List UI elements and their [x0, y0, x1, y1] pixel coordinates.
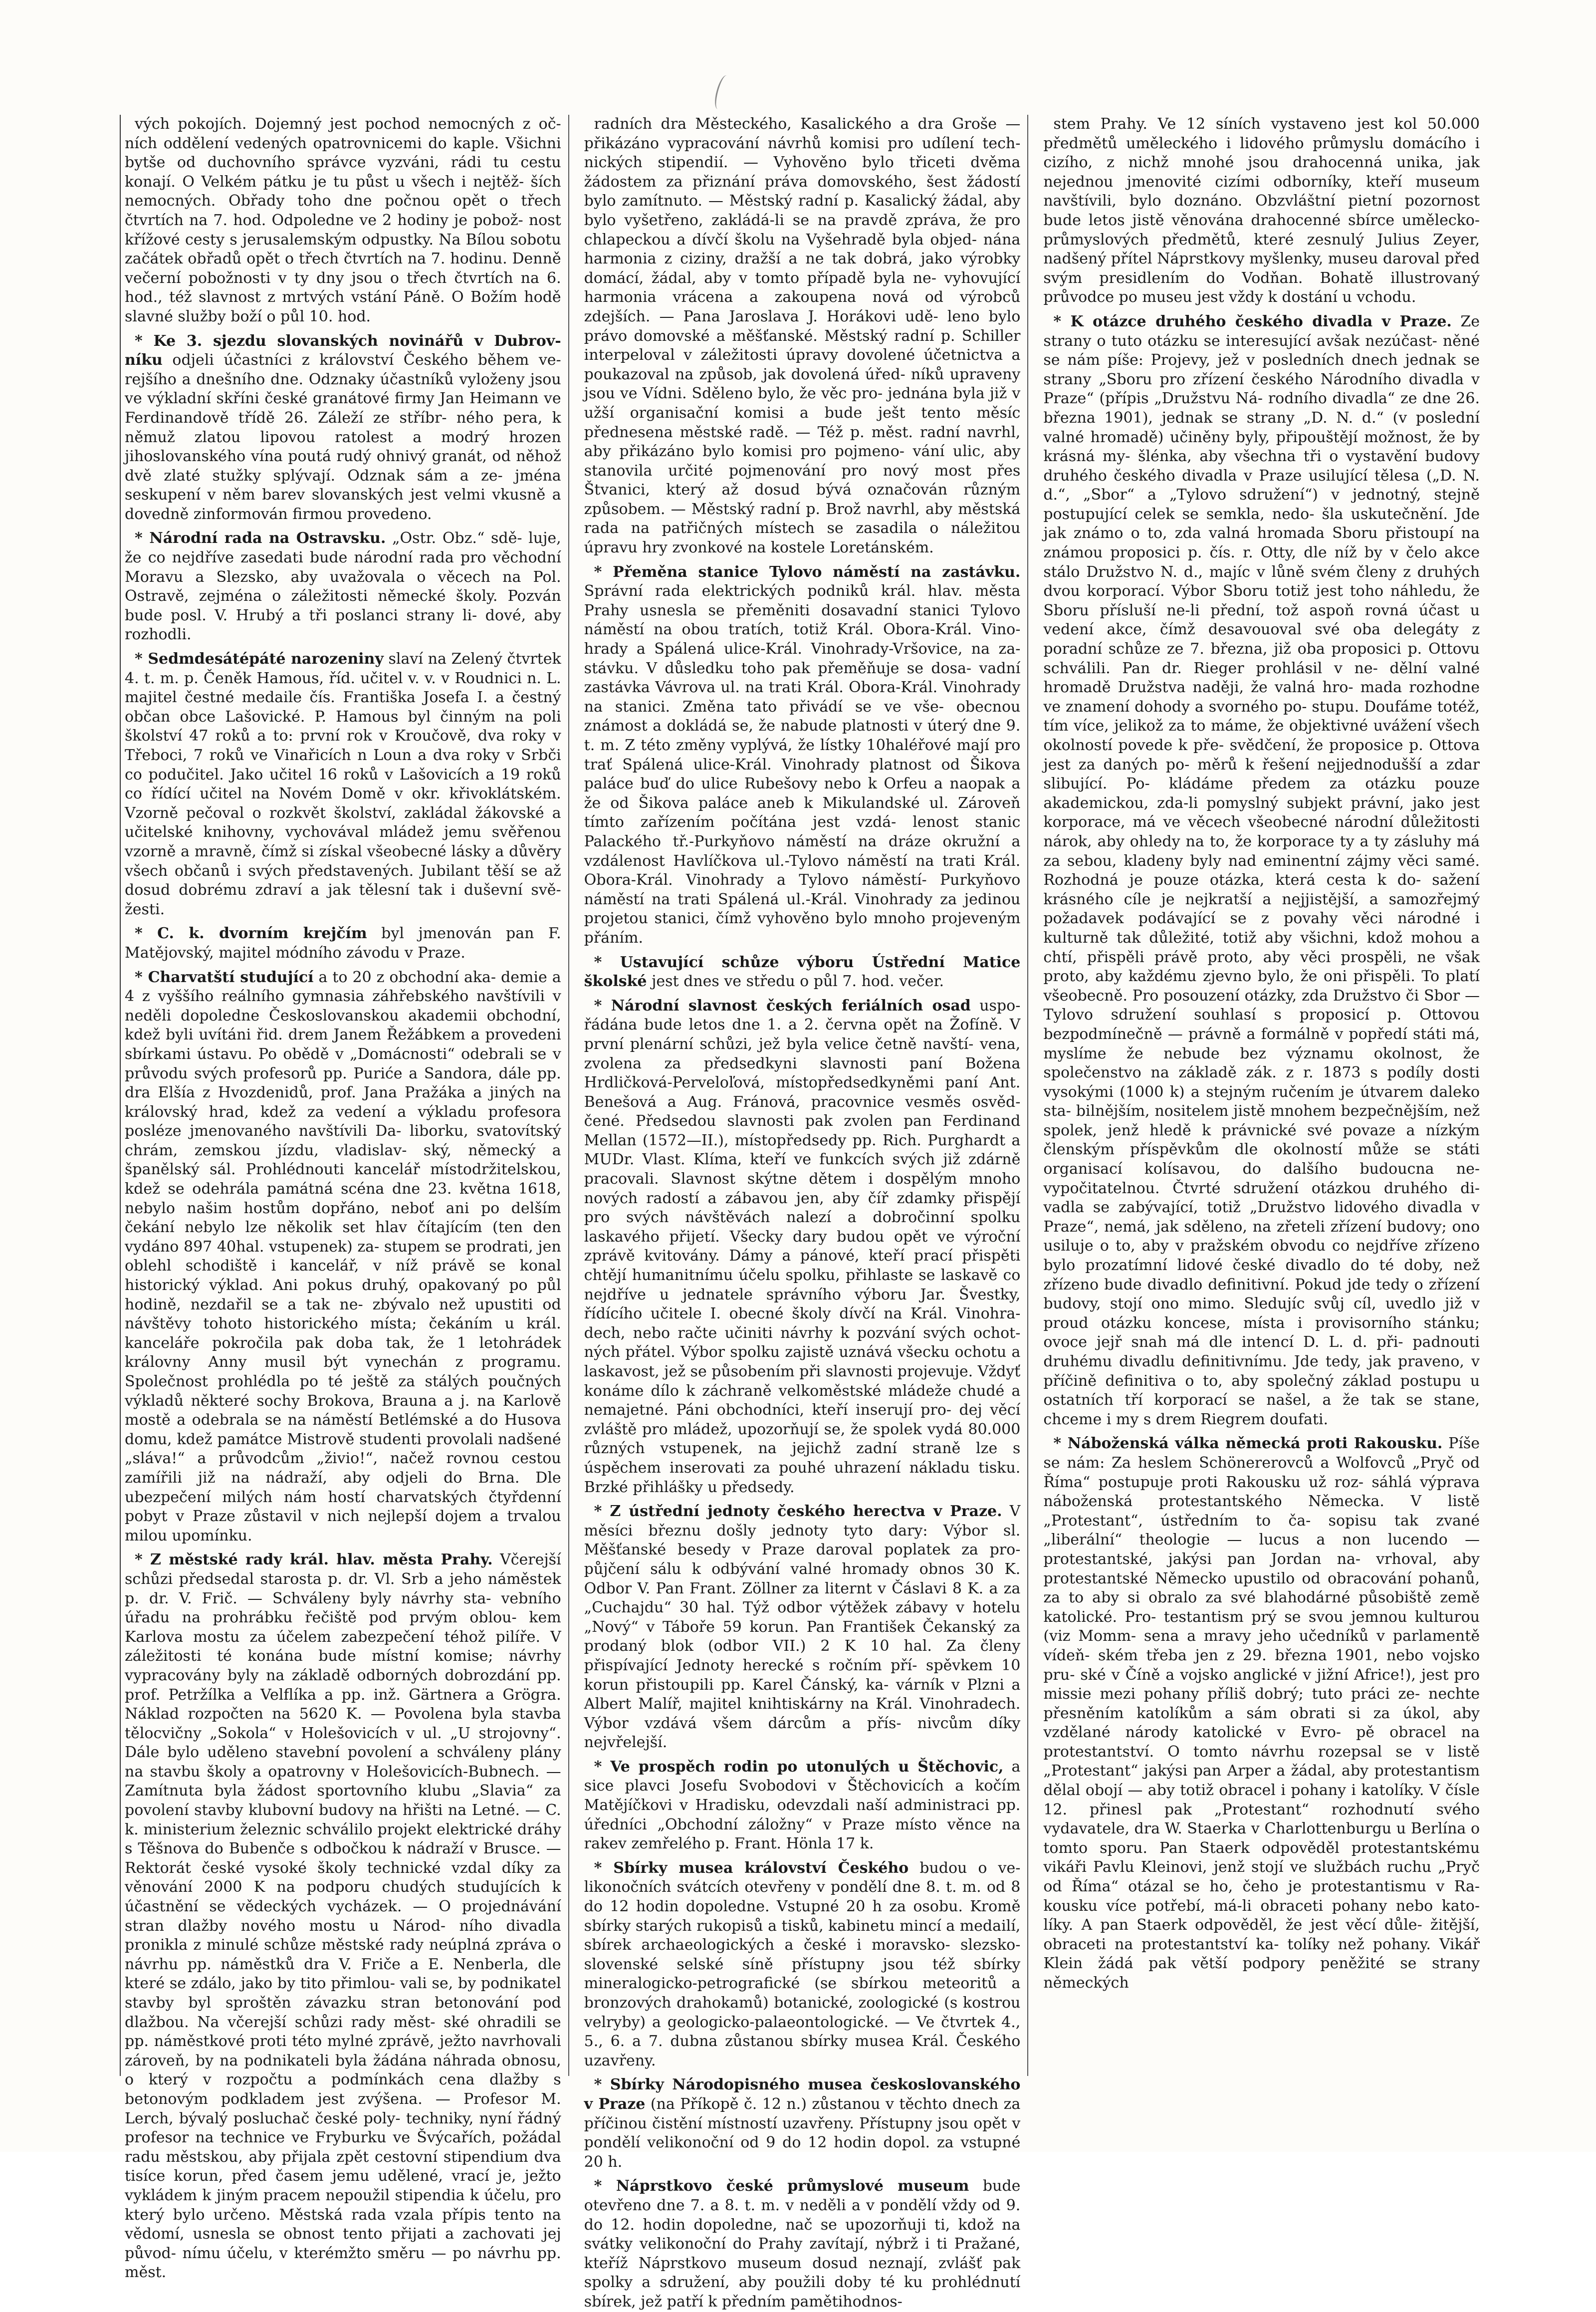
- article-paragraph: [125, 115, 561, 327]
- article-paragraph: [125, 924, 561, 963]
- article-headline: * Sbírky musea království Českého: [594, 1859, 909, 1877]
- article-headline: * Sbírky Národopisného musea českoslovanského v Praze: [584, 2076, 1021, 2113]
- article-paragraph: [584, 953, 1021, 992]
- article-paragraph: [584, 1859, 1021, 2071]
- column-3: [1043, 115, 1487, 2076]
- article-body-text: odjeli účastníci z království Českého během ve- rejšího a dnešního dne. Odznaky účastníků vyloženy jsou ve výkladní skříni české granátové firmy Jan Heimann ve Ferdinandově třídě 26. Záleží ze stříbr- ného pera, k němuž zlatou lipovou ratolest a modrý hrozen jihoslovanského vína poutá rudý ohnivý granát, od něhož dvě zlaté stužky splývají. Odznak sám a ze- jména seskupení v něm barev slovanských jest velmi vkusně a dovedně zinformován firmou provedeno.: [125, 351, 561, 523]
- article-body-text: Píše se nám: Za heslem Schönererovců a Wolfovců „Pryč od Říma“ postupuje proti Rakousku už roz- sáhlá výprava náboženská protestantského Německa. V listě „Protestant“, ústředním to ča- sopisu tak zvané „liberální“ theologie — lucus a non lucendo — protestantské, jakýsi pan Jordan na- vrhoval, aby protestantské Německo upustilo od obracování pohanů, za to aby si obralo za své blahodárné působiště země katolické. Pro- testantism prý se svou jemnou kulturou (viz Momm- sena a mravy jeho učedníků v parlamentě vídeň- ském třeba jen z 29. března 1901, nebo vojsko pru- ské v Číně a vojsko anglické v jižní Africe!), jest pro missie mezi pohany příliš dobrý; tuto práci ze- nechte přesněním katolíkům a sám obrati si za úkol, aby vzdělané národy katolické v Evro- pě obracel na protestantství. O tomto návrhu rozepsal se v listě „Protestant“ jakýsi pan Arper a žádal, aby protestantism dělal obojí — aby totiž obracel i pohany i katolíky. V čísle 12. přinesl pak „Protestant“ rozhodnutí svého vydavatele, dra W. Staerka v Charlottenburgu u Berlína o tomto sporu. Pan Staerk odpověděl protestantskému vikáři Pavlu Kleinovi, jenž stojí ve službách ruchu „Pryč od Říma“ otázal se ho, čeho je protestantismu v Ra- kousku více potřebí, má-li obraceti pohany nebo kato- líky. A pan Staerk odpověděl, že jest věcí důle- žitější, obraceti na protestantství ka- tolíky než pohany. Vikář Klein žádá pak větší podpory peněžité se strany německých: [1043, 1435, 1480, 1992]
- article-paragraph: [125, 650, 561, 919]
- article-paragraph: [584, 997, 1021, 1497]
- article-headline: * Národní slavnost českých feriálních osad: [594, 997, 971, 1015]
- article-headline: * Národní rada na Ostravsku.: [135, 529, 386, 547]
- article-headline: * Ustavující schůze výboru Ústřední Matice školské: [584, 953, 1021, 991]
- article-body-text: byl jmenován pan F. Matějovský, majitel módního závodu v Praze.: [125, 925, 561, 962]
- article-headline: * K otázce druhého českého divadla v Praze.: [1053, 312, 1452, 330]
- article-body-text: a sice plavci Josefu Svobodovi v Štěchovicích a kočím Matějíčkovi v Hradisku, odevzdali naší administraci pp. úředníci „Obchodní záložny“ v Praze místo věnce na rakev zemřelého p. Frant. Hönla 17 k.: [584, 1758, 1021, 1853]
- article-paragraph: [584, 1758, 1021, 1854]
- article-headline: * Z ústřední jednoty českého herectva v Praze.: [594, 1503, 1002, 1521]
- article-body-text: Správní rada elektrických podniků král. hlav. města Prahy usnesla se přeměniti dosavadní stanici Tylovo náměstí na obou tratích, totiž Král. Obora-Král. Vino- hrady a Spálená ulice-Král. Vinohrady-Vršovice, na za- stávku. V důsledku toho pak přeměňuje se dosa- vadní zastávka Vávrova ul. na trati Král. Obora-Král. Vinohrady na stanici. Změna tato přivádí se ve vše- obecnou známost a dokládá se, že nabude platnosti v úterý dne 9. t. m. Z této změny vyplývá, že lístky 10haléřové mají pro trať Spálená ulice-Král. Vinohrady platnost od Šikova paláce buď do ulice Rubešovy nebo k Orfeu a naopak a že od Šikova paláce aneb k Mikulandské ul. Zároveň tímto zařízením počítána jest vzdá- lenost stanic Palackého tř.-Purkyňovo náměstí na dráze okružní a vzdálenost Havlíčkova ul.-Tylovo náměstí na trati Král. Obora-Král. Vinohrady a Tylovo náměstí- Purkyňovo náměstí na trati Spálená ul.-Král. Vinohrady za jedinou projetou stanici, čímž vyhověno bylo mnoho projeveným přáním.: [584, 582, 1021, 947]
- article-body-text: vých pokojích. Dojemný jest pochod nemocných z oč- ních oddělení vedených opatrovnicemi do kaple. Všichni bytše od duchovního správce vyzváni, rádi tu cestu konají. O Velkém pátku je tu půst u všech i nejtěž- ších nemocných. Obřady toho dne počnou opět o třech čtvrtích na 7. hod. Odpoledne ve 2 hodiny je pobož- nost křížové cesty s jerusalemským odpustky. Na Bílou sobotu začátek obřadů opět o třech čtvrtích na 7. hodinu. Denně večerní pobožnosti v ty dny jsou o třech čtvrtích na 6. hod., též slavnost z mrtvých vstání Páně. O Božím hodě slavné služby boží o půl 10. hod.: [125, 115, 561, 325]
- article-paragraph: [1043, 115, 1480, 307]
- article-headline: * Z městské rady král. hlav. města Prahy.: [135, 1551, 493, 1569]
- article-paragraph: [125, 1550, 561, 2283]
- article-body-text: slaví na Zelený čtvrtek 4. t. m. p. Čeněk Hamous, říd. učitel v. v. v Roudnici n. L. majitel čestné medaile čís. Františka Josefa I. a čestný občan obce Lašovické. P. Hamous byl činným na poli školství 47 roků a to: první rok v Kroučově, dva roky v Třeboci, 7 roků ve Vinařicích n Loun a dva roky v Srbči co podučitel. Jako učitel 16 roků v Lašovicích a 19 roků co řídící učitel na Novém Domě v okr. křivoklátském. Vzorně pečoval o rozkvět školství, zakládal žákovské a učitelské knihovny, vychovával mládež jemu svěřenou vzorně a mravně, čímž si získal všeobecné lásky a důvěry všech občanů i svých představených. Jubilant těší se až dosud dobrému zdraví a jak tělesní tak i duševní svě- žesti.: [125, 650, 561, 918]
- article-headline: * Sedmdesátépáté narozeniny: [135, 650, 384, 668]
- article-body-text: a to 20 z obchodní aka- demie a 4 z vyššího reálního gymnasia záhřebského navštívili v neděli dopoledne Českoslovanskou akademii obchodní, kdež byli uvítáni řid. drem Janem Řežábkem a provedeni sbírkami ústavu. Po obědě v „Domácnosti“ odebrali se v průvodu svých profesorů pp. Puriće a Sandora, dále pp. dra Elšía z Hvozdenidů, prof. Jana Pražáka a jiných na královský hrad, kdež za vedení a výkladu profesora posléze jmenovaného navštívili Da- liborku, svatovítský chrám, zemskou jízdu, vladislav- ský, německý a španělský sál. Prohlédnouti kancelář místodržitelskou, kdež se odehrála památná scéna dne 23. května 1618, nebylo našim hostům dopřáno, neboť ani po delším čekání nebylo lze několik set hlav čítajícím (ten den vydáno 897 40hal. vstupenek) za- stupem se prodrati, jen oblehl schodiště i kancelář, v níž právě se konal historický výklad. Ani pokus druhý, opakovaný po půl hodině, nezdařil se a tak ne- zbývalo než upustiti od návštěvy tohoto historického místa; čekáním u král. kanceláře pokročila pak doba tak, že 1 letohrádek královny Anny musil být vynechán z programu. Společnost prohlédla po té ještě za stálých poučných výkladů některé sochy Brokova, Brauna a j. na Karlově mostě a odebrala se na náměstí Betlémské a do Husova domu, kdež památce Mistrově studenti provolali nadšené „sláva!“ a průvodcům „živio!“, načež rovnou cestou zamířili již na nádraží, aby odjeli do Brna. Dle ubezpečení milých nám hostí charvatských čtyřdenní pobyt v Praze zůstavil v nich nejlepší dojem a trvalou milou upomínku.: [125, 968, 561, 1544]
- article-paragraph: [1043, 1434, 1480, 1993]
- article-body-text: (na Příkopě č. 12 n.) zůstanou v těchto dnech za příčinou čistění místností uzavřeny. Přístupny jsou opět v pondělí velikonoční od 9 do 12 hodin dopol. za vstupné 20 h.: [584, 2095, 1021, 2171]
- article-body-text: radních dra Městeckého, Kasalického a dra Groše — přikázáno vypracování návrhů komisi pro udílení tech- nických stipendií. — Vyhověno bylo třiceti dvěma žádostem za přiznání práva domovského, šest žádostí bylo zamítnuto. — Městský radní p. Kasalický žádal, aby bylo vyšetřeno, zakládá-li se na pravdě zpráva, že pro chlapeckou a dívčí školu na Vyšehradě byla objed- nána harmonia z ciziny, dražší a ne tak dobrá, jako výrobky domácí, žádal, aby v tomto případě byla ne- vyhovující harmonia vrácena a zakoupena nová od výrobců zdejších. — Pana Jaroslava J. Horákovi udě- leno bylo právo domovské a měšťanské. Městský radní p. Schiller interpeloval v záležitosti úpravy dovolené účetnictva a poukazoval na způsob, jak dovolená úřed- níků upraveny jsou ve Vídni. Sděleno bylo, že věc pro- jednána byla již v užší organisační komisi a bude ješt tento měsíc přednesena městské radě. — Též p. měst. radní navrhl, aby přikázáno bylo komisi pro pojmeno- vání ulic, aby stanovila určité pojmenování pro nový most přes Štvanici, který až dosud bývá označován různým způsobem. — Městský radní p. Brož navrhl, aby městská rada na patřičných místech se zasadila o náležitou úpravu hry zvonkové na kostele Loretánském.: [584, 115, 1021, 557]
- article-headline: * Náboženská válka německá proti Rakousku.: [1053, 1435, 1443, 1453]
- article-body-text: Včerejší schůzi předsedal starosta p. dr. Vl. Srb a jeho náměstek p. dr. V. Frič. — Schváleny byly návrhy sta- vebního úřadu na prohrábku řečiště pod prvým oblou- kem Karlova mostu za účelem zabezpečení téhož pilíře. V záležitosti té konána bude místní komise; návrhy vypracovány byly na základě odborných dobrozdání pp. prof. Petržílka a Velflíka a pp. inž. Gärtnera a Grögra. Náklad rozpočten na 5620 K. — Povolena byla stavba tělocvičny „Sokola“ v Holešovicích v ul. „U strojovny“. Dále bylo uděleno stavební povolení a schváleny plány na stavbu školy a opatrovny v Holešovicích-Bubnech. — Zamítnuta byla žádost sportovního klubu „Slavia“ za povolení stavby klubovní budovy na hřišti na Letné. — C. k. ministerium železnic schválilo projekt elektrické dráhy s Těšnova do Bubenče s odbočkou k nádraží v Bruscе. — Rektorát české vysoké školy technické vzdal díky za věnování 2000 K na podporu chudých studujících k účastnění se vědeckých vycházek. — O projednávání stran dlažby nového mostu u Národ- ního divadla pronikla z minulé schůze městské rady neúplná zpráva o návrhu pp. náměstků dra V. Friče a E. Nenberla, dle které se zdálo, jako by tito přimlou- vali se, by podnikatel stavby byl sproštěn závazku stran betonování pod dlažbou. Na včerejší schůzi rady měst- ské ohradili se pp. náměstkové proti této mylné zprávě, ježto navrhovali zároveň, by na podnikateli byla žádána náhrada obnosu, o který v rozpočtu a podmínkách cena dlažby s betonovým podkladem jest zvýšena. — Profesor M. Lerch, bývalý posluchač české poly- techniky, nyní řádný profesor na technice ve Fryburku ve Švýcařích, požádal radu městskou, aby přijala zpět cestovní stipendium dva tisíce korun, před časem jemu udělené, vrací je, ježto vykládem k jiným pracem nepoužil stipendia k účelu, pro který bylo určeno. Městská rada vzala přípis tento na vědomí, usnesla se obnost tento přijati a zachovati jej původ- nímu účelu, v kterémžto směru — po návrhu pp. měst.: [125, 1551, 561, 2282]
- article-body-text: Ze strany o tuto otázku se interesující avšak nezúčast- něné se nám píše: Projevy, jež v posledních dnech jednak se strany „Sboru pro zřízení českého Národního divadla v Praze“ (přípis „Družstvu Ná- rodního divadla“ ze dne 26. března 1901), jednak se strany „D. N. d.“ (v poslední valné hromadě) učiněny byly, připouštějí možnost, že by krásná my- šlénka, aby všechna tři o vystavění budovy druhého českého divadla v Praze usilující tělesa („D. N. d.“, „Sbor“ a „Tylovo sdružení“) v jednotný, stejně postupující celek se semkla, nedo- šla uskutečnění. Jde jak známo o to, zda valná hromada Sboru přistoupí na známou proposici p. čís. r. Otty, dle níž by v čelo akce stálo Družstvo N. d., majíc v lůně svém členy z druhých dvou korporací. Výbor Sboru totiž jest toho náhledu, že Sboru přísluší ne-li přední, tož aspoň rovná účast u vedení akce, čímž desavouoval své oba delegáty z poradní schůze ze 7. března, již oba proposici p. Ottovu schválili. Pan dr. Rieger prohlásil v ne- dělní valné hromadě Družstva naději, že valná hro- mada rozhodne ve znamení dohody a svorného po- stupu. Doufáme totéž, tím více, jelikož za to máme, že objektivné uvážení všech okolností povede k pře- svědčení, že proposice p. Ottova jest za daných po- měrů k řešení nejjednodušší a zdar slibující. Po- kládáme předem za otázku pouze akademickou, zda-li pomyslný subjekt právní, jako jest korporace, má ve věcech všeobecné národní důležitosti nárok, aby ohledy na to, že korporace ty a ty zásluhy má za sebou, kladeny byly nad eminentní zájmy věci samé. Rozhodná je pouze otázka, která cesta k do- sažení krásného cíle je nejkratší a nejjistější, a samozřejmý požadavek podávající se z povahy věci národné i kulturně tak důležité, totiž aby všichni, kdož mohou a chtí, přispěli právě proto, aby věci prospěli, ne však proto, aby každému zjevno bylo, že oni přispěli. To platí všeobecně. Pro posouzení otázky, zda Družstvo či Sbor — Tylovo sdružení souhlasí s proposicí p. Ottovou bezpodmínečně — právně a formálně v popředí státi má, myslíme že nebude bez významu okolnost, že společenstvo na základě zák. z r. 1873 s podíly dosti vysokými (1000 k) a stejným ručením je útvarem daleko sta- bilnějším, nositelem jistě mnohem bezpečnějším, než spolek, jenž hledě k právnické své povaze a nízkým členským příspěvkům dle okolností může se státi organisací kolísavou, do dalšího budoucna ne- vypočitatelnou. Čtvrté sdružení otázkou druhého di- vadla se zabývající, totiž „Družstvo lidového divadla v Praze“, nemá, jak sděleno, na zřeteli zřízení budovy; ono usiluje o to, aby v pražském obvodu co nejdříve zřízeno bylo prozatímní lidové české divadlo do té doby, než zřízeno bude divadlo definitivní. Pokud jde tedy o zřízení budovy, stojí ono mimo. Sledujíc svůj cíl, uvedlo již v proud otázku koncese, místa i provisorního stánku; ovoce jejř snah má dle intencí D. L. d. při- padnouti druhému divadlu definitivnímu. Jde tedy, jak praveno, v příčině definitiva o to, aby společný základ postupu u ostatních tří korporací se našel, a že tak se stane, chceme i my s drem Riegrem doufati.: [1043, 312, 1480, 1428]
- article-headline: * Přeměna stanice Tylovo náměstí na zastávku.: [594, 563, 1021, 581]
- article-paragraph: [584, 115, 1021, 558]
- newspaper-columns: [125, 115, 1487, 2311]
- article-paragraph: [584, 2177, 1021, 2312]
- article-body-text: bude otevřeno dne 7. a 8. t. m. v neděli a v pondělí vždy od 9. do 12. hodin dopoledne, nač se upozorňuji ti, kdož na svátky velikonoční do Prahy zavítají, nýbrž i ti Pražané, kteříž Náprstkovo museum dosud neznají, zvlášť pak spolky a sdružení, aby použili doby té ku prohlédnutí sbírek, jež patří k předním pamětihodnos-: [584, 2177, 1021, 2311]
- article-headline: * Ke 3. sjezdu slovanských novinářů v Dubrov- níku: [125, 332, 561, 369]
- article-headline: * Náprstkovo české průmyslové museum: [594, 2177, 969, 2195]
- left-margin-rule: [120, 115, 121, 2076]
- article-body-text: V měsíci březnu došly jednoty tyto dary: Výbor sl. Měšťanské besedy v Praze daroval poplatek za pro- půjčení sálu k odbývání valné hromady obnos 30 K. Odbor V. Pan Frant. Zöllner za liternt v Čáslavi 8 K. a za „Cuchajdu“ 30 hal. Týž odbor výtěžek zábavy v hotelu „Nový“ v Táboře 59 korun. Pan František Čekanský za prodaný blok (odbor VII.) 2 K 10 hal. Za členy přispívající Jednoty herecké s ročním pří- spěvkem 10 korun přistoupili pp. Karel Čánský, ka- várník v Plzni a Albert Malíř, majitel knihtiskárny na Král. Vinohradech. Výbor vzdává všem dárcům a přís- nivcům díky nejvřelejší.: [584, 1503, 1021, 1752]
- article-paragraph: [1043, 312, 1480, 1429]
- article-body-text: stem Prahy. Ve 12 síních vystaveno jest kol 50.000 předmětů uměleckého i lidového průmyslu domácího i cizího, z nichž mnohé jsou drahocenná unika, jak nejednou jmenovité cizími odborníky, kteří museum navštívili, bylo doznáno. Obzvláštní pietní pozornost bude letos jistě věnována drahocenné sbírce umělecko- průmyslových předmětů, které zesnulý Julius Zeyer, nadšený přítel Náprstkovy myšlenky, museu daroval před svým presidlením do Vodňan. Bohatě illustrovaný průvodce po museu jest vždy k dostání u vchodu.: [1043, 115, 1480, 306]
- article-body-text: budou o ve- likonočních svátcích otevřeny v pondělí dne 8. t. m. od 8 do 12 hodin dopoledne. Vstupné 20 h za osobu. Kromě sbírky starých rukopisů a tisků, kabinetu mincí a medailí, sbírek archaeologických a české i moravsko- slezsko-slovenské selské síně přístupny jsou též sbírky mineralogicko-petrografické (se sbírkou meteoritů a bronzových drahokamů) botanické, zoologické (s kostrou velryby) a geologicko-palaeontologické. — Ve čtvrtek 4., 5., 6. a 7. dubna zůstanou sbírky musea Král. Českého uzavřeny.: [584, 1859, 1021, 2069]
- article-paragraph: [125, 529, 561, 645]
- article-body-text: „Ostr. Obz.“ sdě- luje, že co nejdříve zasedati bude národní rada pro věchodní Moravu a Slezsko, aby uvažovala o věcech na Pol. Ostravě, zejména o záležitosti německé školy. Pozván bude posl. V. Hrubý a tři poslanci strany li- dové, aby rozhodli.: [125, 529, 561, 644]
- article-headline: * Charvatští studující: [135, 968, 314, 986]
- article-headline: * Ve prospěch rodin po utonulých u Štěchovic,: [594, 1758, 1004, 1776]
- column-1: [125, 115, 569, 2282]
- article-paragraph: [584, 563, 1021, 948]
- article-paragraph: [125, 332, 561, 524]
- scan-artifact-mark: [712, 74, 732, 111]
- article-body-text: uspo- řádána bude letos dne 1. a 2. června opět na Žofíně. V první plenární schůzi, jež byla velice četně navští- vena, zvolena za předsedkyni slavnosti paní Božena Hrdličková-Perveloľová, místopředsedkyněmi paní Ant. Benešová a Aug. Fránová, pracovnice vesměs osvěd- čené. Předsedou slavnosti pak zvolen pan Ferdinand Mellan (1572—II.), místopředsedy pp. Rich. Purghardt a MUDr. Vlast. Klíma, kteří ve funkcích svých již zdárně pracovali. Slavnost skýtne dětem i dospělým mnoho nových radostí a zábavou jen, aby číř zdamky přispějí pro svých návštěvách nalezí a dobročinní spolku laskavého přijetí. Všecky dary budou opět ve výroční zprávě kvitovány. Dámy a pánové, kteří prací přispěti chtějí humanitnímu účelu spolku, přihlaste se laskavě co nejdříve u jednatele správního výboru Jar. Švestky, řídícího učitele I. obecné školy dívčí na Král. Vinohra- dech, nebo račte učiniti návrhy k pozvání svých ochot- ných přátel. Výbor spolku zajistě uznává všecku ochotu a laskavost, jež se působením při slavnosti projevuje. Vždyť konáme dílo k záchraně velkoměstské mládeže chudé a nemajetné. Páni obchodníci, kteří inserují pro- dej věcí zvláště pro mládež, upozorňují se, že spolek vydá 80.000 různých vstupenek, na jejichž zadní straně lze s úspěchem inserovati za pouhé uhrazení nákladu tisku. Brzké přihlášky u předsedy.: [584, 997, 1021, 1496]
- article-paragraph: [584, 1502, 1021, 1753]
- column-2: [584, 115, 1029, 2311]
- article-paragraph: [125, 968, 561, 1546]
- article-headline: * C. k. dvorním krejčím: [135, 925, 367, 943]
- article-body-text: jest dnes ve středu o půl 7. hod. večer.: [652, 973, 944, 991]
- article-paragraph: [584, 2075, 1021, 2172]
